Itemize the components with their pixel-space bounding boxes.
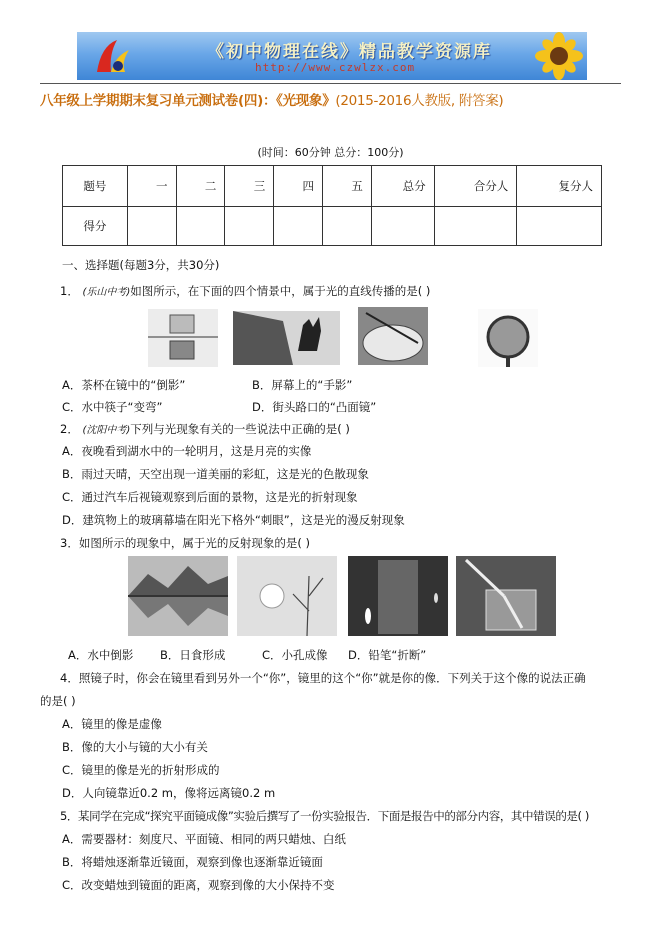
hand-shadow-image [233, 311, 340, 365]
banner-title: 《初中物理在线》精品教学资源库 [207, 42, 492, 62]
q2-option-b: B．雨过天晴，天空出现一道美丽的彩虹，这是光的色散现象 [62, 467, 369, 481]
banner-url[interactable]: http://www.czwlzx.com [255, 61, 416, 74]
mountain-reflection-image [128, 556, 228, 636]
score-cell [225, 207, 274, 246]
question-text: 下列与光现象有关的一些说法中正确的是( ) [130, 422, 350, 436]
q1-option-a: A．茶杯在镜中的“倒影” [62, 378, 186, 392]
score-table [62, 165, 602, 246]
question-number: 1． [60, 284, 79, 298]
q4-option-a: A．镜里的像是虚像 [62, 717, 162, 731]
header-banner [77, 32, 587, 80]
question-5-stem: 5．某同学在完成“探究平面镜成像”实验后撰写了一份实验报告．下面是报告中的部分内容，其中错误的是( ) [60, 809, 589, 823]
site-logo-icon [91, 36, 135, 76]
q4-option-c: C．镜里的像是光的折射形成的 [62, 763, 220, 777]
q2-option-a: A．夜晚看到湖水中的一轮明月，这是月亮的实像 [62, 444, 312, 458]
q3-option-d: D．铅笔“折断” [348, 648, 427, 662]
convex-mirror-image [478, 309, 538, 367]
pinhole-imaging-image [348, 556, 448, 636]
header-rule [40, 83, 621, 84]
q5-option-a: A．需要器材：刻度尺、平面镜、相同的两只蜡烛、白纸 [62, 832, 346, 846]
question-number: 2． [60, 422, 79, 436]
q2-option-d: D．建筑物上的玻璃幕墙在阳光下格外“刺眼”，这是光的漫反射现象 [62, 513, 405, 527]
q2-option-c: C．通过汽车后视镜观察到后面的景物，这是光的折射现象 [62, 490, 358, 504]
score-cell [323, 207, 372, 246]
chopsticks-bowl-image [358, 307, 428, 365]
score-cell [176, 207, 225, 246]
question-text: 如图所示，在下面的四个情景中，属于光的直线传播的是( ) [130, 284, 431, 298]
score-cell [517, 207, 602, 246]
header-cell: 合分人 [434, 166, 517, 207]
q1-option-b: B．屏幕上的“手影” [252, 378, 353, 392]
header-cell: 题号 [63, 166, 128, 207]
header-cell: 四 [274, 166, 323, 207]
score-cell [127, 207, 176, 246]
header-cell: 复分人 [517, 166, 602, 207]
score-table-header-row [63, 166, 602, 207]
header-cell: 一 [127, 166, 176, 207]
title-meta: (2015-2016人教版, 附答案) [335, 93, 504, 109]
q1-option-d: D．街头路口的“凸面镜” [252, 400, 377, 414]
source-tag: (沈阳中考) [82, 425, 131, 436]
q3-option-c: C．小孔成像 [262, 648, 328, 662]
score-table-score-row [63, 207, 602, 246]
score-cell [274, 207, 323, 246]
teacup-reflection-image [148, 309, 218, 367]
q5-option-b: B．将蜡烛逐渐靠近镜面，观察到像也逐渐靠近镜面 [62, 855, 323, 869]
header-cell: 二 [176, 166, 225, 207]
question-4-stem-line2: 的是( ) [40, 694, 76, 708]
question-4-stem-line1: 4．照镜子时，你会在镜里看到另外一个“你”，镜里的这个“你”就是你的像．下列关于这个像的说法正确 [60, 671, 586, 685]
q1-option-c: C．水中筷子“变弯” [62, 400, 163, 414]
bent-pencil-image [456, 556, 556, 636]
question-1-stem [60, 283, 430, 299]
q4-option-b: B．像的大小与镜的大小有关 [62, 740, 208, 754]
header-cell: 总分 [371, 166, 434, 207]
section-heading: 一、选择题(每题3分，共30分) [62, 258, 220, 272]
q3-option-b: B．日食形成 [160, 648, 226, 662]
solar-eclipse-image [237, 556, 337, 636]
q3-option-a: A．水中倒影 [68, 648, 134, 662]
row-label: 得分 [63, 207, 128, 246]
question-3-stem: 3．如图所示的现象中，属于光的反射现象的是( ) [60, 536, 310, 550]
header-cell: 三 [225, 166, 274, 207]
question-2-stem [60, 421, 350, 437]
q5-option-c: C．改变蜡烛到镜面的距离，观察到像的大小保持不变 [62, 878, 335, 892]
document-title [40, 89, 640, 109]
q4-option-d: D．人向镜靠近0.2 m，像将远离镜0.2 m [62, 786, 276, 800]
score-cell [371, 207, 434, 246]
time-info: (时间：60分钟 总分：100分) [257, 146, 404, 159]
sunflower-icon [529, 32, 583, 80]
source-tag: (乐山中考) [82, 287, 131, 298]
header-cell: 五 [323, 166, 372, 207]
title-main: 八年级上学期期末复习单元测试卷(四)：《光现象》 [40, 93, 336, 109]
score-cell [434, 207, 517, 246]
